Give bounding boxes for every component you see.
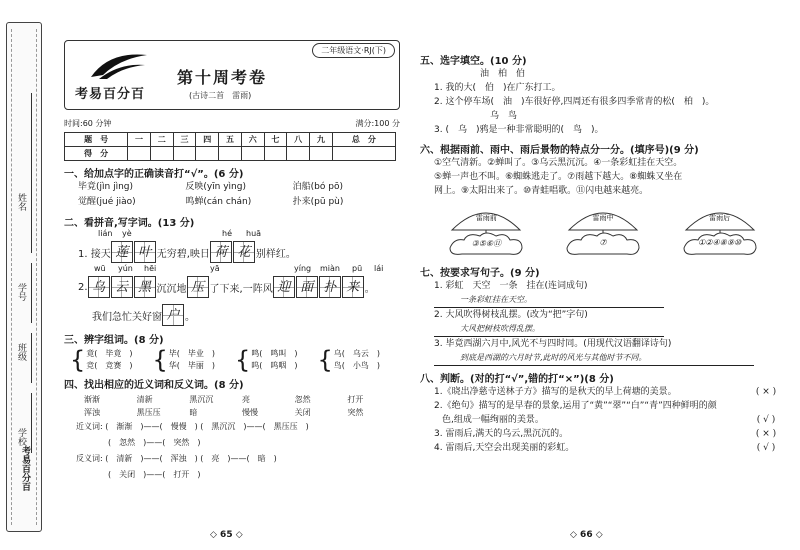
answer-pair[interactable]: ( 关闭 )——( 打开 ) [108,470,201,479]
section-7-title: 七、按要求写句子。(9 分) [420,268,540,279]
answer-pair[interactable]: ( 渐渐 )——( 慢慢 ) [105,422,198,431]
judge-mark[interactable]: ( √ ) [756,415,776,425]
pinyin-item[interactable]: 泊船(bó pō) [292,182,343,192]
judge-item [420,399,786,413]
pair-word[interactable]: 华( 毕丽 ) [168,361,216,370]
score-cell: 五 [219,133,242,147]
bank-word: 清新 [136,395,153,404]
id-label: 学号 [16,283,26,301]
scene-items: 网上。⑨太阳出来了。⑩青蛙唱歌。⑪闪电越来越亮。 [434,186,649,196]
pinyin-hint: pū [352,264,363,273]
bank-word: 浑浊 [84,408,100,417]
pinyin-row [64,180,400,195]
logo-text: 考易百分百 [75,87,146,102]
bank-word: 打开 [347,395,364,404]
char-pairs [64,348,400,372]
pinyin-hint: huā [246,229,262,238]
char-box[interactable]: 乌 [88,276,110,298]
pair-word[interactable]: 乌( 乌云 ) [333,349,381,358]
bank-word: 突然 [347,408,364,417]
bank-word: 暗 [189,408,198,417]
umbrella-answer[interactable]: ①②④⑧⑨⑩ [698,238,742,247]
school-line [31,393,32,453]
judge-mark[interactable] [746,399,786,413]
score-blank[interactable] [219,147,242,161]
bank-word: 关闭 [294,408,311,417]
pair-word[interactable]: 鸣( 鸣叫 ) [251,349,298,358]
score-header-row [65,133,396,147]
sentence-answer[interactable]: 一条彩虹挂在天空。 [434,293,664,308]
section-3-title: 三、辨字组词。(8 分) [64,335,164,346]
exam-meta [64,118,400,132]
score-cell: 二 [150,133,173,147]
pinyin-hint: lái [374,264,384,273]
umbrella-answer[interactable]: ⑦ [599,238,607,247]
antonym-row-2 [64,467,400,483]
pinyin-item[interactable]: 毕竟(jìn jìng) [78,182,134,192]
pair-word[interactable]: 鸟( 小鸟 ) [333,361,381,370]
score-blank[interactable] [241,147,264,161]
score-blank[interactable] [150,147,173,161]
score-cell: 三 [173,133,196,147]
score-blank[interactable] [173,147,196,161]
bank-word: 渐渐 [84,395,100,404]
left-page [64,40,400,483]
umbrella-answer[interactable]: ③⑤⑥⑪ [471,239,502,248]
pinyin-hint: wū [94,264,106,273]
score-cell: 九 [310,133,333,147]
choice-options: 乌 鸟 [490,111,518,121]
answer-pair[interactable]: ( 亮 )——( 暗 ) [200,454,277,463]
score-cell: 一 [128,133,151,147]
char-box[interactable]: 叶 [134,241,156,263]
char-pair: { 鸣( 鸣叫 ) 呜( 呜咽 ) [235,346,298,374]
scene-items: ①空气清新。②蝉叫了。③乌云黑沉沉。④一条彩虹挂在天空。 [434,158,683,168]
score-value-row [65,147,396,161]
fill-question[interactable]: 3. ( 乌 )鸦是一种非常聪明的( 鸟 )。 [434,125,604,135]
score-cell: 八 [287,133,310,147]
pinyin-hint: hé [222,229,232,238]
line-text: 1. 接天 [78,248,111,260]
section-6-title: 六、根据雨前、雨中、雨后景物的特点分一分。(填序号)(9 分) [420,145,699,156]
brand-logo [73,47,163,102]
synonym-label: 近义词: [76,422,103,431]
pinyin-hint: yā [210,264,220,273]
write-line-3 [64,303,400,327]
umbrella-label: 雷雨中 [592,214,614,222]
pinyin-item[interactable]: 觉醒(jué jiào) [78,197,136,207]
section-1-title: 一、给加点字的正确读音打“√”。(6 分) [64,169,244,180]
bank-word: 黑沉沉 [189,395,214,404]
char-box[interactable]: 迎 [273,276,295,298]
bank-word: 慢慢 [242,408,258,417]
pinyin-hints-2 [64,264,400,275]
score-blank[interactable] [332,147,395,161]
umbrella-after [670,204,770,260]
answer-pair[interactable]: ( 清新 )——( 浑浊 ) [105,454,198,463]
sentence-answer[interactable]: 到底是西湖的六月时节,此时的风光与其他时节不同。 [434,351,754,366]
exam-header [64,40,400,110]
class-line [31,333,32,383]
char-box[interactable]: 荷 [210,241,232,263]
line-text: 我们急忙关好窗 [92,311,162,323]
pinyin-hint: yíng [294,264,312,273]
judge-question: 4. 雷雨后,天空会出现美丽的彩虹。 [434,443,575,453]
pair-word[interactable]: 呜( 呜咽 ) [251,361,298,370]
score-blank[interactable] [287,147,310,161]
judge-item [420,385,786,399]
bank-word: 黑压压 [136,408,161,417]
char-box[interactable]: 来 [342,276,364,298]
right-page [420,52,786,455]
judge-item [420,441,786,455]
time-limit: 时间:60 分钟 [64,119,112,128]
section-4-title: 四、找出相应的近义词和反义词。(8 分) [64,380,244,391]
sentence-task: 2. 大风吹得树枝乱摆。(改为“把”字句) [434,310,588,320]
line-text: 沉沉地 [156,283,187,295]
score-blank[interactable] [128,147,151,161]
pinyin-row [64,195,400,210]
score-cell: 总 分 [332,133,395,147]
full-score: 满分:100 分 [355,119,400,128]
page-number-right: ◇ 66 ◇ [570,530,603,540]
word-bank [64,393,400,419]
judge-mark[interactable]: ( √ ) [756,443,776,453]
bank-word: 亮 [242,395,250,404]
umbrella-label: 雷雨前 [475,214,497,222]
score-blank[interactable] [310,147,333,161]
pair-word[interactable]: 竞( 竞赛 ) [86,361,133,370]
sentence-task: 3. 毕竟西湖六月中,风光不与四时同。(用现代汉语翻译诗句) [434,339,672,349]
write-line-2 [64,275,400,299]
judge-question: 3. 雷雨后,满天的乌云,黑沉沉的。 [434,429,569,439]
score-table [64,132,396,161]
binding-margin [6,22,42,532]
score-blank[interactable] [264,147,287,161]
pinyin-hint: yè [122,229,132,238]
char-box[interactable]: 压 [187,276,209,298]
line-text: 2. [78,281,88,293]
char-box[interactable]: 云 [111,276,133,298]
char-box[interactable]: 户 [162,304,184,326]
judge-question: 色,组成一幅绚丽的美景。 [442,415,544,425]
name-label: 姓名 [16,193,26,211]
answer-pair[interactable]: ( 黑沉沉 )——( 黑压压 ) [200,422,309,431]
pinyin-hint: hēi [144,264,157,273]
pinyin-item[interactable]: 扑来(pū pù) [292,197,344,207]
page-number-left: ◇ 65 ◇ [210,530,243,540]
judge-question: 2.《绝句》描写的是早春的景象,运用了“黄”“翠”“白”“青”四种鲜明的颜 [434,401,717,411]
section-2-title: 二、看拼音,写字词。(13 分) [64,218,195,229]
judge-mark[interactable]: ( × ) [755,387,777,397]
sentence-task: 1. 彩虹 天空 一条 挂在(连词成句) [434,281,588,291]
umbrella-before [436,204,536,260]
pair-word[interactable]: 竟( 毕竟 ) [86,349,133,358]
exam-subtitle: (古诗二首 雷雨) [189,91,252,100]
pinyin-hint: lián [98,229,113,238]
score-cell: 六 [241,133,264,147]
section-5-title: 五、选字填空。(10 分) [420,56,527,67]
umbrella-during [553,204,653,260]
line-text: 了下来,一阵风 [209,283,273,295]
char-box[interactable]: 面 [296,276,318,298]
answer-pair[interactable]: ( 忽然 )——( 突然 ) [108,438,201,447]
sentence-answer[interactable]: 大风把树枝吹得乱摆。 [434,322,664,337]
judge-item [420,413,786,427]
char-pair: { 竟( 毕竟 ) 竞( 竞赛 ) [70,346,133,374]
char-box[interactable]: 扑 [319,276,341,298]
judge-question: 1.《晓出净慈寺送林子方》描写的是秋天的早上荷塘的美景。 [434,387,677,397]
bank-word: 忽然 [294,395,311,404]
line-text: 无穷碧,映日 [156,248,210,260]
score-blank[interactable] [196,147,219,161]
char-box[interactable]: 莲 [111,241,133,263]
choice-options: 油 柏 伯 [480,69,526,79]
binding-brand: 考易百分百 [20,446,30,491]
synonym-row [64,419,400,435]
line-text: 。 [364,283,375,295]
score-cell: 题 号 [65,133,128,147]
char-box[interactable]: 黑 [134,276,156,298]
fill-question[interactable]: 2. 这个停车场( 油 )车很好停,四周还有很多四季常青的松( 柏 )。 [434,97,715,107]
umbrella-group [428,204,778,260]
antonym-label: 反义词: [76,454,103,463]
judge-item [420,427,786,441]
line-text: 。 [185,311,195,323]
pinyin-item[interactable]: 反映(yīn yìng) [185,182,246,192]
score-cell: 四 [196,133,219,147]
score-cell: 七 [264,133,287,147]
grade-badge: 二年级语文·RJ(下) [312,43,395,58]
pinyin-hints-1 [64,229,400,240]
score-cell: 得 分 [65,147,128,161]
class-label: 班级 [16,343,26,361]
line-text: 别样红。 [255,248,296,260]
school-label: 学校 [16,428,26,446]
antonym-row [64,451,400,467]
write-line-1 [64,240,400,264]
fill-question[interactable]: 1. 我的大( 伯 )在广东打工。 [434,83,561,93]
char-pair: { 乌( 乌云 ) 鸟( 小鸟 ) [317,346,381,374]
exam-title: 第十周考卷 [177,68,268,87]
pinyin-hint: yún [118,264,133,273]
id-line [31,263,32,323]
synonym-row-2 [64,435,400,451]
scene-items: ⑤蝉一声也不叫。⑥蜘蛛逃走了。⑦雨越下越大。⑧蜘蛛又坐在 [434,172,683,182]
judge-mark[interactable]: ( × ) [755,429,777,439]
char-pair: { 毕( 毕业 ) 华( 毕丽 ) [152,346,216,374]
umbrella-label: 雷雨后 [709,214,731,222]
pinyin-hint: miàn [320,264,340,273]
pinyin-item[interactable]: 鸣蝉(cán chán) [185,197,252,207]
name-line [31,93,32,253]
section-8-title: 八、判断。(对的打“√”,错的打“×”)(8 分) [420,374,614,385]
pair-word[interactable]: 毕( 毕业 ) [168,349,216,358]
char-box[interactable]: 花 [233,241,255,263]
swoosh-icon [89,49,149,81]
